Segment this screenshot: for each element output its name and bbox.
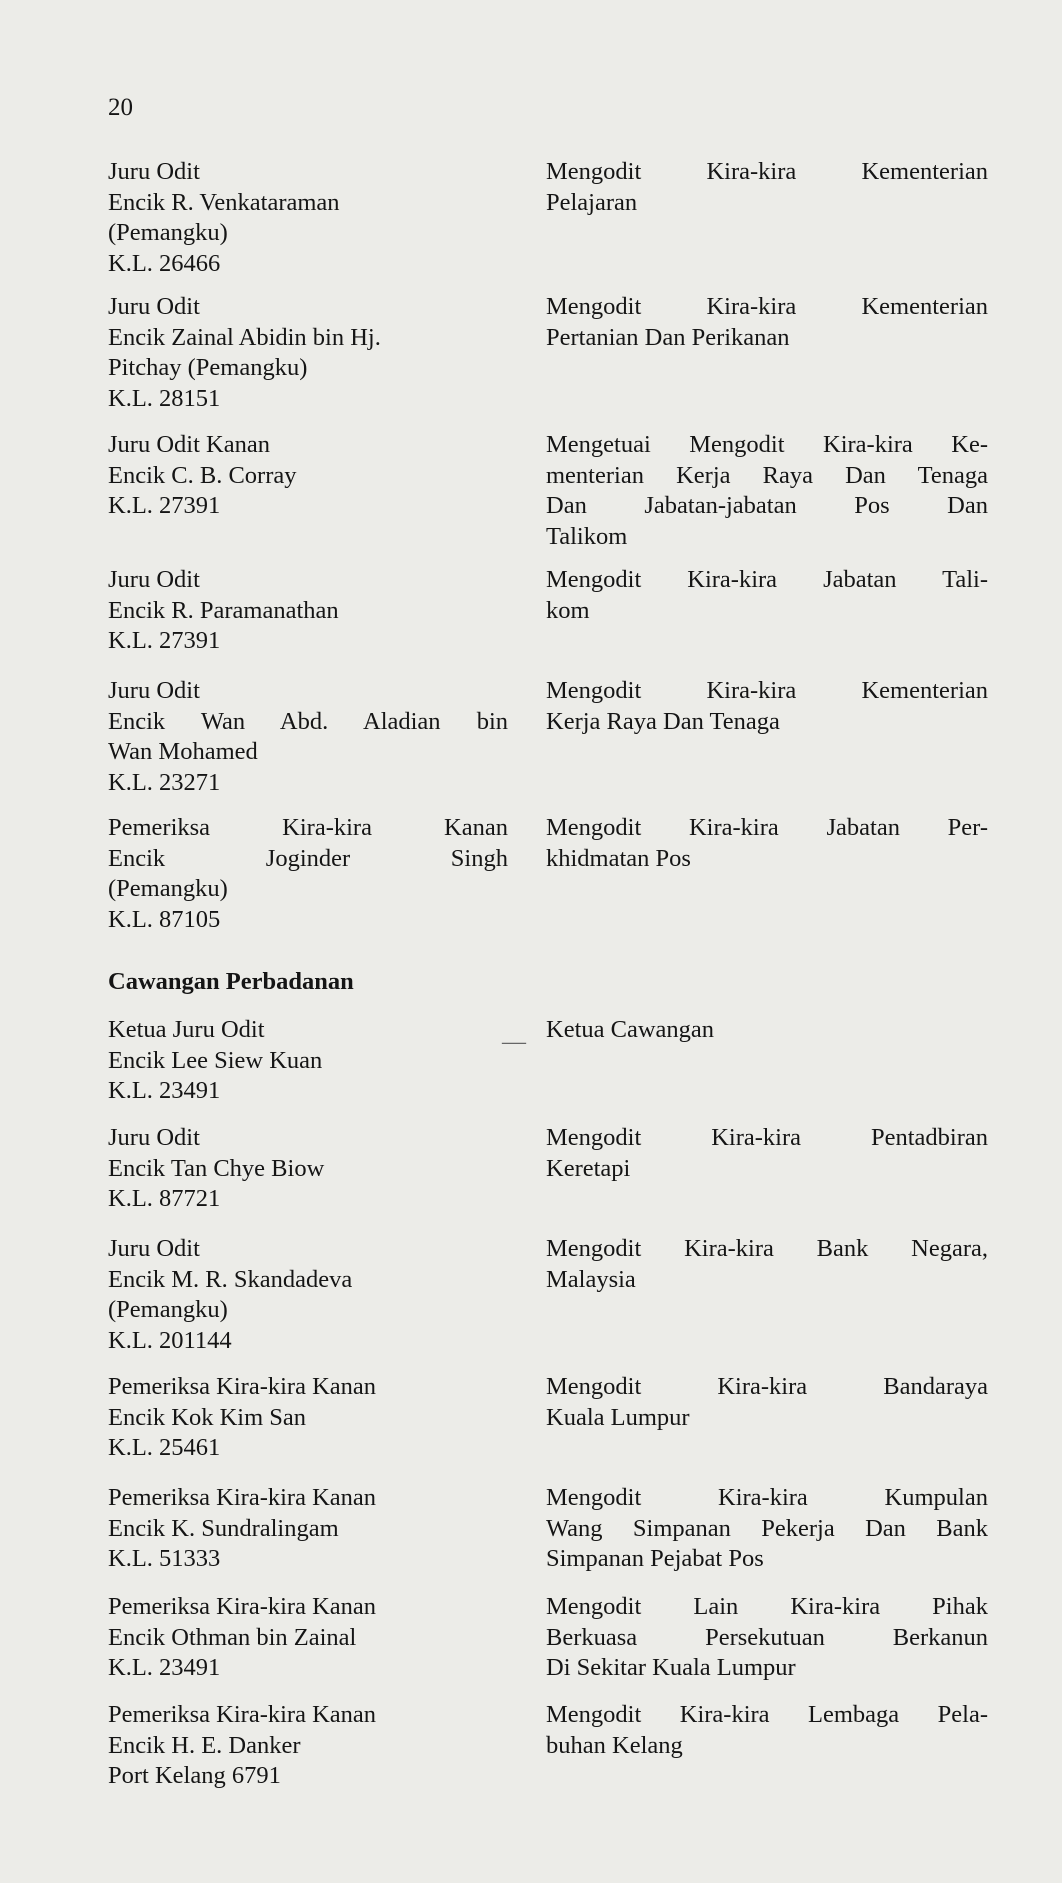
- entry-duty: [546, 157, 988, 218]
- entry-line: Juru Odit Kanan: [108, 431, 270, 458]
- entry-duty: [546, 1700, 988, 1761]
- entry-duty: [546, 676, 988, 737]
- entry-line: Encik Joginder Singh: [108, 844, 508, 872]
- entry-line: K.L. 28151: [108, 384, 221, 412]
- entry-line: K.L. 25461: [108, 1434, 221, 1461]
- duty-line: Kuala Lumpur: [546, 1403, 690, 1431]
- entry-line: Port Kelang 6791: [108, 1762, 281, 1789]
- entry-line: Encik Kok Kim San: [108, 1403, 307, 1431]
- duty-line: Mengodit Kira-kira Kumpulan: [546, 1484, 988, 1511]
- entry-line: Ketua Juru Odit: [108, 1016, 265, 1043]
- page-number: 20: [108, 94, 133, 121]
- entry-line: Encik C. B. Corray: [108, 461, 297, 489]
- entry-line: Juru Odit: [108, 1235, 200, 1262]
- entry-line: Pemeriksa Kira-kira Kanan: [108, 1593, 377, 1620]
- entry-line: K.L. 23491: [108, 1654, 221, 1681]
- entry-line: K.L. 201144: [108, 1326, 232, 1354]
- duty-line: Mengodit Kira-kira Pentadbiran: [546, 1124, 988, 1151]
- duty-line: Mengodit Kira-kira Bank Negara,: [546, 1235, 988, 1262]
- entry-staff-details: [108, 157, 528, 279]
- entry-line: K.L. 27391: [108, 627, 221, 654]
- entry-line: Juru Odit: [108, 158, 200, 185]
- duty-line: menterian Kerja Raya Dan Tenaga: [546, 461, 988, 489]
- duty-line: Mengodit Lain Kira-kira Pihak: [546, 1593, 988, 1620]
- duty-line: Keretapi: [546, 1154, 631, 1182]
- entry-staff-details: [108, 1592, 528, 1684]
- entry-line: K.L. 23271: [108, 768, 221, 796]
- entry-line: Pemeriksa Kira-kira Kanan: [108, 1484, 377, 1511]
- duty-line: Malaysia: [546, 1265, 636, 1293]
- entry-line: (Pemangku): [108, 219, 228, 246]
- entry-line: Encik M. R. Skandadeva: [108, 1265, 353, 1293]
- entry-staff-details: [108, 1234, 528, 1356]
- duty-line: Mengodit Kira-kira Bandaraya: [546, 1373, 988, 1400]
- dash-mark: —: [502, 1029, 526, 1055]
- duty-line: Mengetuai Mengodit Kira-kira Ke-: [546, 431, 988, 458]
- entry-line: Juru Odit: [108, 293, 200, 320]
- duty-line: buhan Kelang: [546, 1731, 683, 1759]
- entry-staff-details: [108, 1015, 528, 1107]
- duty-line: Simpanan Pejabat Pos: [546, 1545, 764, 1572]
- entry-line: Encik H. E. Danker: [108, 1731, 301, 1759]
- entry-staff-details: [108, 430, 528, 522]
- entry-line: K.L. 27391: [108, 492, 221, 519]
- duty-line: Pelajaran: [546, 188, 638, 216]
- duty-line: Mengodit Kira-kira Kementerian: [546, 677, 988, 704]
- duty-line: Kerja Raya Dan Tenaga: [546, 707, 780, 735]
- duty-line: Pertanian Dan Perikanan: [546, 323, 790, 351]
- entry-line: Encik Tan Chye Biow: [108, 1154, 325, 1182]
- entry-line: K.L. 23491: [108, 1077, 221, 1104]
- duty-line: Di Sekitar Kuala Lumpur: [546, 1654, 796, 1681]
- entry-staff-details: [108, 676, 528, 798]
- entry-line: K.L. 26466: [108, 249, 221, 277]
- entry-line: Wan Mohamed: [108, 738, 258, 765]
- entry-line: Juru Odit: [108, 677, 200, 704]
- entry-duty: [546, 430, 988, 552]
- duty-line: khidmatan Pos: [546, 844, 691, 872]
- entry-staff-details: [108, 1372, 528, 1464]
- entry-duty: [546, 1234, 988, 1295]
- entry-line: Encik R. Venkataraman: [108, 188, 340, 216]
- entry-duty: [546, 1592, 988, 1684]
- entry-duty: [546, 1123, 988, 1184]
- entry-line: (Pemangku): [108, 1296, 228, 1323]
- entry-line: Encik Zainal Abidin bin Hj.: [108, 323, 381, 351]
- entry-line: (Pemangku): [108, 875, 228, 902]
- entry-line: Pitchay (Pemangku): [108, 354, 308, 381]
- duty-line: Wang Simpanan Pekerja Dan Bank: [546, 1514, 988, 1542]
- entry-line: Juru Odit: [108, 566, 200, 593]
- entry-line: Pemeriksa Kira-kira Kanan: [108, 814, 508, 841]
- entry-duty: [546, 813, 988, 874]
- duty-line: Talikom: [546, 522, 628, 550]
- entry-line: Pemeriksa Kira-kira Kanan: [108, 1373, 377, 1400]
- duty-line: Mengodit Kira-kira Lembaga Pela-: [546, 1701, 988, 1728]
- duty-line: Mengodit Kira-kira Kementerian: [546, 158, 988, 185]
- entry-staff-details: [108, 292, 528, 414]
- entry-duty: [546, 292, 988, 353]
- entry-line: Encik Lee Siew Kuan: [108, 1046, 323, 1074]
- duty-line: Dan Jabatan-jabatan Pos Dan: [546, 492, 988, 519]
- entry-duty: [546, 1015, 988, 1046]
- entry-line: Pemeriksa Kira-kira Kanan: [108, 1701, 377, 1728]
- entry-staff-details: [108, 1483, 528, 1575]
- duty-line: kom: [546, 596, 590, 624]
- entry-line: Encik Wan Abd. Aladian bin: [108, 707, 508, 735]
- entry-staff-details: [108, 813, 528, 935]
- entry-line: Encik R. Paramanathan: [108, 596, 339, 624]
- duty-line: Mengodit Kira-kira Jabatan Per-: [546, 814, 988, 841]
- duty-line: Berkuasa Persekutuan Berkanun: [546, 1623, 988, 1651]
- entry-duty: [546, 1483, 988, 1575]
- duty-line: Mengodit Kira-kira Jabatan Tali-: [546, 566, 988, 593]
- entry-duty: [546, 1372, 988, 1433]
- entry-staff-details: [108, 565, 528, 657]
- entry-line: K.L. 87105: [108, 905, 221, 933]
- entry-line: K.L. 51333: [108, 1545, 221, 1572]
- section-heading: Cawangan Perbadanan: [108, 968, 354, 995]
- entry-staff-details: [108, 1700, 528, 1792]
- entry-line: Juru Odit: [108, 1124, 200, 1151]
- entry-duty: [546, 565, 988, 626]
- entry-line: Encik K. Sundralingam: [108, 1514, 339, 1542]
- entry-line: K.L. 87721: [108, 1185, 221, 1212]
- duty-line: Ketua Cawangan: [546, 1016, 715, 1043]
- duty-line: Mengodit Kira-kira Kementerian: [546, 293, 988, 320]
- entry-line: Encik Othman bin Zainal: [108, 1623, 357, 1651]
- entry-staff-details: [108, 1123, 528, 1215]
